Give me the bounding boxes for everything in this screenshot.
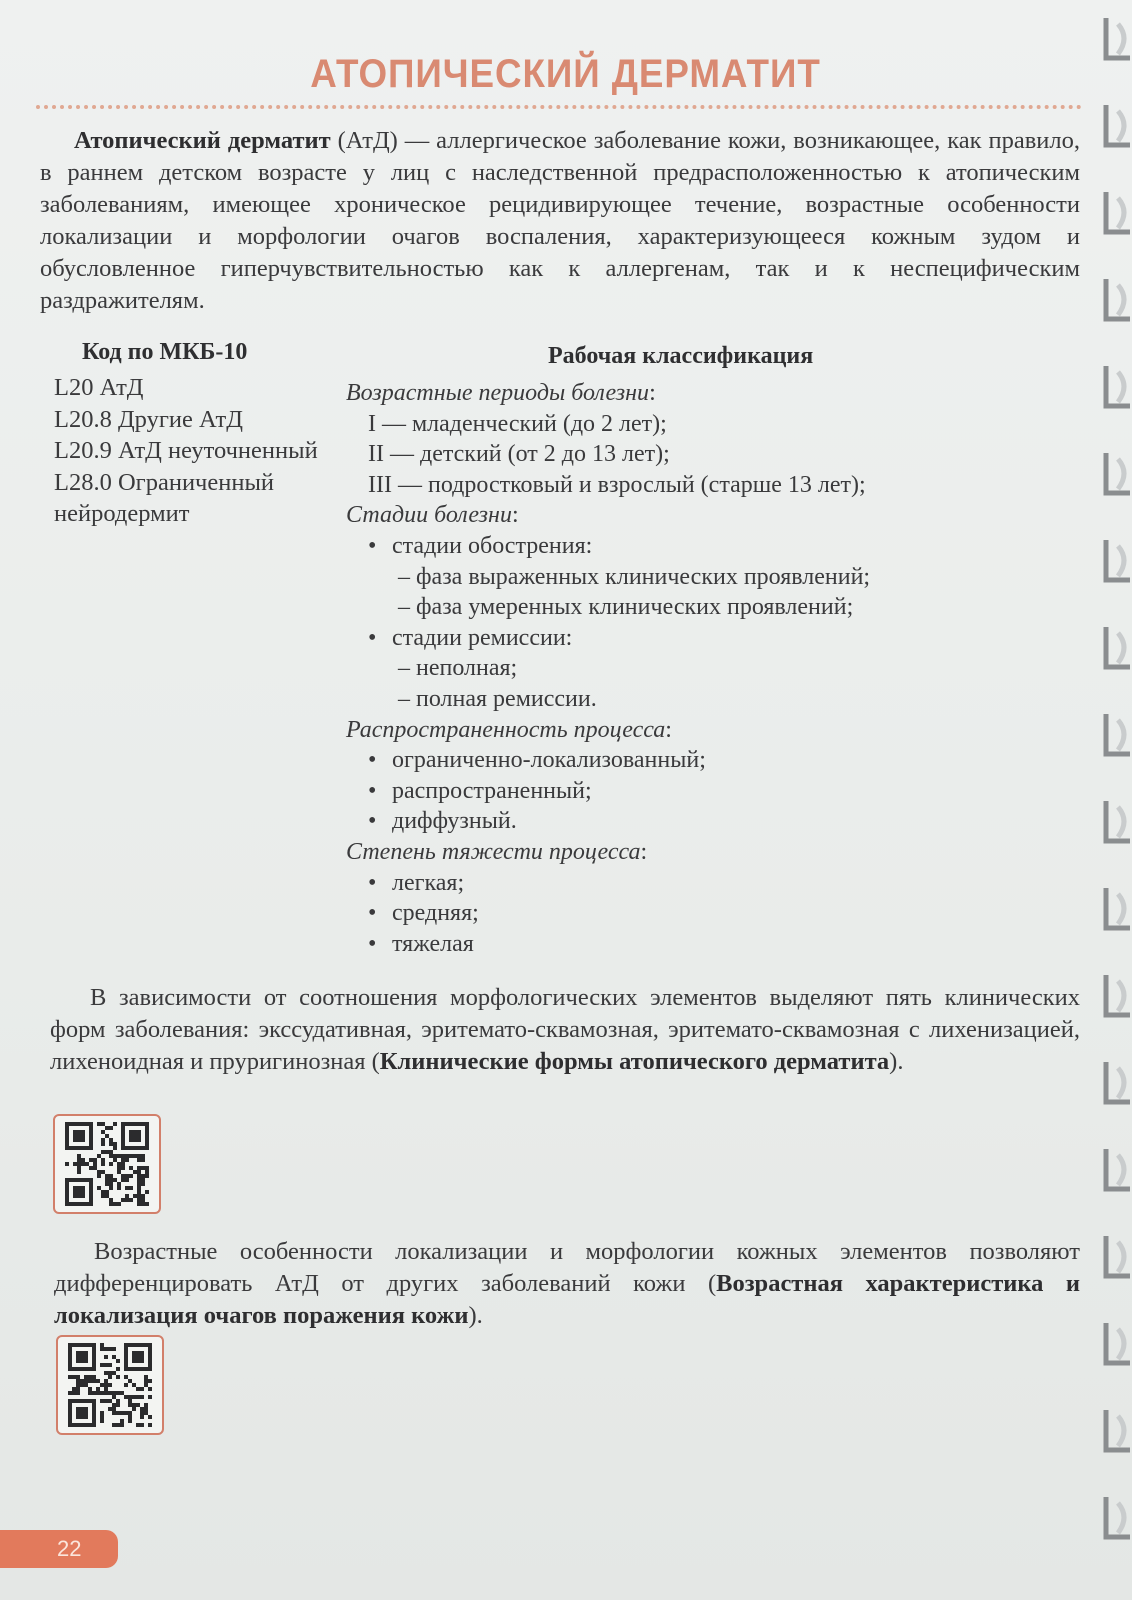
clinical-forms-paragraph: В зависимости от соотношения морфологических элементов выделяют пять клинических форм заболевания: экссудативная, эритемато-сквамозная, эритемато-сквамозная с лихенизацией, лихеноидная и пруригинозная (Клинические формы атопического дерматита). <box>50 984 1080 1075</box>
severity-label: Степень тяжести процесса: <box>346 838 648 865</box>
bullet-icon: • <box>368 869 377 896</box>
intro-text: (АтД) — аллергическое заболевание кожи, возникающее, как правило, в раннем детском возрасте у лиц с наследственной предрасположенностью к атопическим заболеваниям, имеющее хроническое рецидивирующее течение, возрастные особенности локализации и морфологии очагов воспаления, характеризующееся кожным зудом и обусловленное гиперчувствительностью как к аллергенам, так и к неспецифическим раздражителям. <box>40 127 1080 314</box>
age-periods-label: Возрастные периоды болезни: <box>346 380 656 406</box>
icd-code-item: L20.9 АтД неуточненный <box>54 437 318 464</box>
bullet-icon: • <box>368 747 377 774</box>
bullet-icon: • <box>368 777 377 804</box>
intro-paragraph <box>40 125 1080 317</box>
bullet-icon: • <box>368 808 377 835</box>
age-period-item: I — младенческий (до 2 лет); <box>368 410 667 437</box>
age-period-item: II — детский (от 2 до 13 лет); <box>368 441 670 468</box>
page-title: АТОПИЧЕСКИЙ ДЕРМАТИТ <box>310 52 821 96</box>
age-period-item: III — подростковый и взрослый (старше 13 лет); <box>368 471 866 498</box>
bullet-icon: • <box>368 532 377 559</box>
qr-code-graphic <box>68 1343 152 1427</box>
page-number-badge: 22 <box>0 1530 118 1568</box>
classification-list <box>346 378 1046 959</box>
stage-remission: • стадии ремиссии: <box>346 623 1046 654</box>
severity-item: • средняя; <box>346 898 1046 929</box>
prevalence-item: • диффузный. <box>346 806 1046 837</box>
stage-phase-item: – фаза выраженных клинических проявлений; <box>398 563 871 590</box>
bullet-icon: • <box>368 900 377 927</box>
stages-label: Стадии болезни: <box>346 502 519 529</box>
age-features-paragraph: Возрастные особенности локализации и морфологии кожных элементов позволяют дифференцировать АтД от других заболеваний кожи (Возрастная характеристика и локализация очагов поражения кожи). <box>54 1238 1080 1329</box>
intro-term: Атопический дерматит <box>74 127 331 154</box>
severity-item: • легкая; <box>346 868 1046 899</box>
remission-item: – полная ремиссии. <box>398 685 597 712</box>
bullet-icon: • <box>368 930 377 957</box>
clinical-forms-reference: Клинические формы атопического дерматита <box>379 1048 890 1075</box>
remission-item: – неполная; <box>398 655 518 682</box>
title-dotted-divider <box>36 105 1082 109</box>
severity-item: • тяжелая <box>346 929 1046 960</box>
stage-exacerbation: • стадии обострения: <box>346 531 1046 562</box>
spiral-binding <box>1100 0 1132 1600</box>
age-features-reference: Возрастная характеристика и локализация очагов поражения кожи <box>54 1270 1080 1329</box>
icd-heading: Код по МКБ-10 <box>82 339 248 365</box>
qr-code-icon[interactable] <box>53 1114 161 1214</box>
icd-code-item: L20 АтД <box>54 374 144 401</box>
qr-code-icon[interactable] <box>56 1335 164 1435</box>
prevalence-item: • ограниченно-локализованный; <box>346 745 1046 776</box>
icd-code-item: L20.8 Другие АтД <box>54 405 243 433</box>
bullet-icon: • <box>368 624 377 651</box>
icd-code-list <box>54 372 344 530</box>
icd-code-item: L28.0 Ограниченный нейродермит <box>54 468 275 527</box>
prevalence-item: • распространенный; <box>346 776 1046 807</box>
qr-code-graphic <box>65 1122 149 1206</box>
classification-heading: Рабочая классификация <box>548 343 814 369</box>
prevalence-label: Распространенность процесса: <box>346 716 672 743</box>
stage-phase-item: – фаза умеренных клинических проявлений; <box>398 594 854 621</box>
